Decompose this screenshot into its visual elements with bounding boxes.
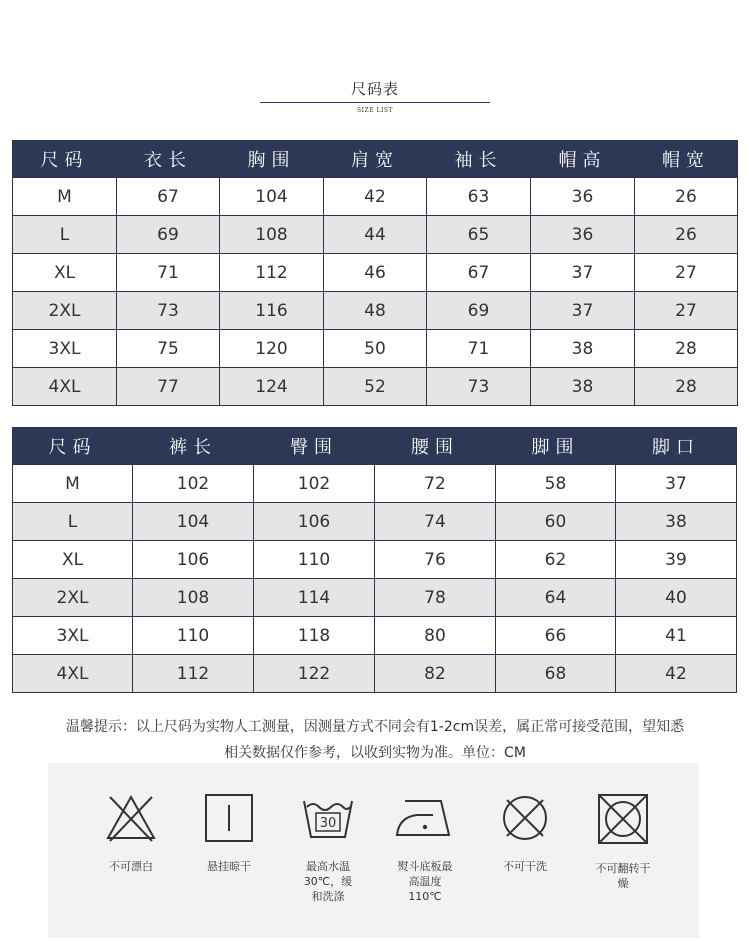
table-cell: 2XL — [13, 579, 133, 617]
no-bleach-icon — [104, 791, 158, 845]
table-cell: L — [13, 503, 133, 541]
bottom-size-table — [12, 427, 737, 693]
table-cell: 114 — [254, 579, 375, 617]
table-cell: 71 — [427, 330, 531, 368]
table-cell: M — [13, 465, 133, 503]
wash-30-icon — [301, 791, 355, 845]
iron-icon — [393, 791, 457, 845]
table-cell: 110 — [254, 541, 375, 579]
table-cell: 40 — [616, 579, 737, 617]
hang-dry-icon — [202, 791, 256, 845]
table-cell: 27 — [635, 254, 738, 292]
no-tumble-dry-icon — [595, 791, 651, 847]
table-row — [13, 465, 737, 503]
table-cell: 46 — [324, 254, 427, 292]
measurement-note-line-1: 温馨提示：以上尺码为实物人工测量，因测量方式不同会有1-2cm误差，属正常可接受范围，望知悉 — [65, 719, 685, 735]
table-cell: 64 — [496, 579, 616, 617]
table-cell: 69 — [427, 292, 531, 330]
table-row — [13, 503, 737, 541]
care-label-line: 不可翻转干 — [595, 862, 651, 875]
table-cell: 41 — [616, 617, 737, 655]
table-cell: 4XL — [13, 368, 117, 406]
table-cell: 76 — [375, 541, 496, 579]
page-title: 尺码表 — [350, 80, 399, 98]
no-dry-clean-icon — [498, 791, 552, 845]
table-cell: 28 — [635, 368, 738, 406]
table-cell: 52 — [324, 368, 427, 406]
table-cell: 104 — [133, 503, 254, 541]
table-cell: 38 — [531, 330, 635, 368]
table-cell: 69 — [117, 216, 220, 254]
table-cell: 58 — [496, 465, 616, 503]
table-cell: 82 — [375, 655, 496, 693]
table-cell: 42 — [324, 178, 427, 216]
table-cell: 75 — [117, 330, 220, 368]
table-cell: 48 — [324, 292, 427, 330]
table-cell: 38 — [531, 368, 635, 406]
table-cell: 106 — [133, 541, 254, 579]
care-label-line: 30℃，缓 — [303, 875, 353, 888]
table-cell: 116 — [220, 292, 324, 330]
table-cell: 66 — [496, 617, 616, 655]
table-row — [13, 178, 738, 216]
care-item-no-bleach — [91, 791, 171, 874]
table-cell: 102 — [133, 465, 254, 503]
care-label-line: 燥 — [617, 877, 629, 890]
care-label-line: 高温度 — [408, 875, 442, 888]
care-item-iron — [385, 791, 465, 904]
table-row — [13, 216, 738, 254]
table-cell: 120 — [220, 330, 324, 368]
table-cell: 36 — [531, 216, 635, 254]
care-label-line: 不可干洗 — [503, 860, 547, 873]
measurement-note-line-2: 相关数据仅作参考，以收到实物为准。单位：CM — [224, 745, 526, 761]
care-label-line: 最高水温 — [306, 860, 350, 873]
table-cell: 50 — [324, 330, 427, 368]
table-cell: 26 — [635, 216, 738, 254]
header-cell: 帽宽 — [635, 141, 738, 178]
table-cell: 78 — [375, 579, 496, 617]
table-cell: 80 — [375, 617, 496, 655]
table-cell: 36 — [531, 178, 635, 216]
table-cell: 39 — [616, 541, 737, 579]
header-cell: 尺码 — [13, 141, 117, 178]
header-cell: 衣长 — [117, 141, 220, 178]
page-subtitle: SIZE LIST — [357, 107, 393, 114]
care-label-line: 110℃ — [408, 890, 442, 903]
table-cell: XL — [13, 541, 133, 579]
care-item-wash-30 — [288, 791, 368, 904]
table-cell: M — [13, 178, 117, 216]
table-row — [13, 368, 738, 406]
table-cell: 108 — [220, 216, 324, 254]
table-cell: 110 — [133, 617, 254, 655]
table-cell: L — [13, 216, 117, 254]
table-row — [13, 617, 737, 655]
header-cell: 裤长 — [133, 428, 254, 465]
table-cell: 102 — [254, 465, 375, 503]
table-header-row — [13, 428, 737, 465]
table-cell: 67 — [427, 254, 531, 292]
table-cell: 71 — [117, 254, 220, 292]
table-cell: 112 — [133, 655, 254, 693]
table-cell: 112 — [220, 254, 324, 292]
table-cell: XL — [13, 254, 117, 292]
header-cell: 袖长 — [427, 141, 531, 178]
table-cell: 73 — [117, 292, 220, 330]
table-cell: 42 — [616, 655, 737, 693]
care-item-no-tumble-dry — [583, 791, 663, 891]
table-cell: 74 — [375, 503, 496, 541]
size-chart-header — [0, 78, 750, 114]
table-cell: 104 — [220, 178, 324, 216]
table-cell: 26 — [635, 178, 738, 216]
table-cell: 72 — [375, 465, 496, 503]
table-row — [13, 254, 738, 292]
table-cell: 77 — [117, 368, 220, 406]
table-cell: 3XL — [13, 330, 117, 368]
header-cell: 肩宽 — [324, 141, 427, 178]
wash-temperature-label: 30 — [319, 816, 337, 831]
table-cell: 73 — [427, 368, 531, 406]
table-cell: 124 — [220, 368, 324, 406]
header-cell: 腰围 — [375, 428, 496, 465]
care-item-no-dry-clean — [485, 791, 565, 874]
care-instructions-panel — [48, 763, 699, 938]
table-cell: 62 — [496, 541, 616, 579]
care-item-hang-dry — [189, 791, 269, 874]
header-cell: 臀围 — [254, 428, 375, 465]
table-cell: 4XL — [13, 655, 133, 693]
table-row — [13, 330, 738, 368]
table-cell: 67 — [117, 178, 220, 216]
table-cell: 65 — [427, 216, 531, 254]
table-row — [13, 292, 738, 330]
header-cell: 尺码 — [13, 428, 133, 465]
table-cell: 37 — [616, 465, 737, 503]
table-cell: 122 — [254, 655, 375, 693]
table-cell: 60 — [496, 503, 616, 541]
care-label-line: 熨斗底板最 — [397, 860, 453, 873]
table-cell: 37 — [531, 292, 635, 330]
table-cell: 118 — [254, 617, 375, 655]
table-cell: 63 — [427, 178, 531, 216]
table-cell: 2XL — [13, 292, 117, 330]
header-cell: 脚口 — [616, 428, 737, 465]
care-label-line: 和洗涤 — [311, 890, 345, 903]
care-label-line: 不可漂白 — [109, 860, 153, 873]
table-row — [13, 541, 737, 579]
header-cell: 胸围 — [220, 141, 324, 178]
top-size-table — [12, 140, 738, 406]
table-header-row — [13, 141, 738, 178]
table-cell: 106 — [254, 503, 375, 541]
table-cell: 27 — [635, 292, 738, 330]
table-cell: 38 — [616, 503, 737, 541]
table-cell: 108 — [133, 579, 254, 617]
table-cell: 44 — [324, 216, 427, 254]
table-cell: 68 — [496, 655, 616, 693]
header-cell: 帽高 — [531, 141, 635, 178]
table-cell: 37 — [531, 254, 635, 292]
header-cell: 脚围 — [496, 428, 616, 465]
care-label-line: 悬挂晾干 — [207, 860, 251, 873]
table-cell: 28 — [635, 330, 738, 368]
table-row — [13, 579, 737, 617]
table-row — [13, 655, 737, 693]
title-divider — [260, 102, 490, 103]
table-cell: 3XL — [13, 617, 133, 655]
